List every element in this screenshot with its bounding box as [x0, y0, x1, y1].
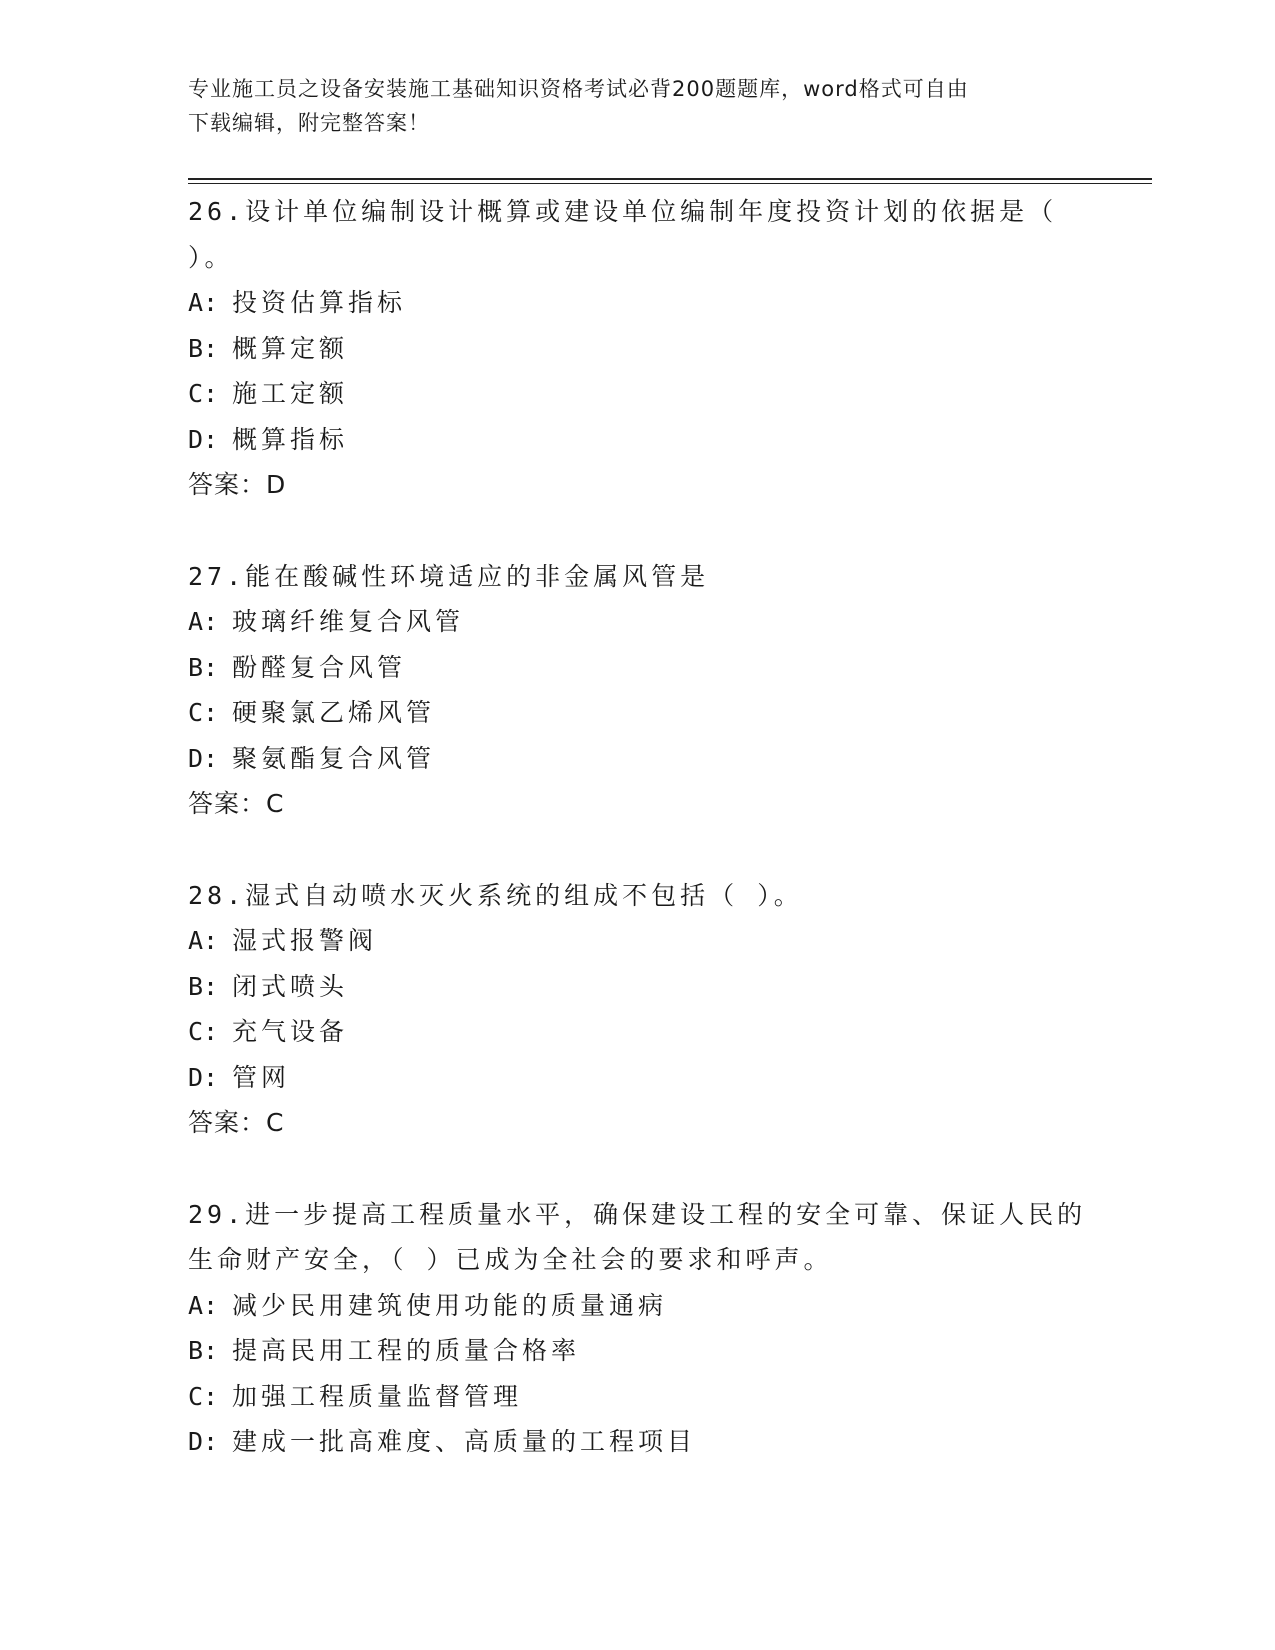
option-text: 闭式喷头 [232, 971, 349, 1001]
question-29 [188, 1192, 1088, 1465]
option-key: D: [188, 743, 219, 773]
answer-line: 答案：C [188, 789, 285, 818]
question-list [188, 189, 1088, 1511]
option-text: 概算指标 [232, 424, 349, 454]
option-d [188, 736, 1088, 782]
option-c [188, 1009, 1088, 1055]
option-b [188, 326, 1088, 372]
answer-line: 答案：C [188, 1108, 285, 1137]
option-text: 湿式报警阀 [232, 926, 378, 955]
option-text: 减少民用建筑使用功能的质量通病 [232, 1290, 668, 1320]
option-c [188, 371, 1088, 417]
option-b [188, 1328, 1088, 1374]
option-d [188, 417, 1088, 463]
question-26 [188, 189, 1088, 508]
option-key: C: [188, 379, 219, 408]
question-stem: 27.能在酸碱性环境适应的非金属风管是 [188, 561, 710, 591]
option-key: D: [188, 1062, 219, 1092]
question-28 [188, 873, 1088, 1146]
answer-line: 答案：D [188, 470, 287, 499]
option-key: B: [188, 652, 219, 682]
question-stem-cont: ）。 [188, 242, 234, 272]
question-stem-cont: 生命财产安全，（ ）已成为全社会的要求和呼声。 [188, 1245, 833, 1274]
option-d [188, 1419, 1088, 1465]
question-stem: 28.湿式自动喷水灭火系统的组成不包括（ ）。 [188, 880, 803, 910]
option-key: D: [188, 424, 219, 454]
option-text: 建成一批高难度、高质量的工程项目 [232, 1427, 697, 1456]
option-b [188, 645, 1088, 691]
option-text: 聚氨酯复合风管 [232, 743, 436, 773]
option-key: B: [188, 1336, 219, 1365]
option-text: 概算定额 [232, 333, 349, 363]
option-key: A: [188, 1290, 219, 1320]
document-header [188, 72, 1068, 140]
option-b [188, 964, 1088, 1010]
question-stem: 29.进一步提高工程质量水平，确保建设工程的安全可靠、保证人民的 [188, 1199, 1087, 1229]
question-stem: 26.设计单位编制设计概算或建设单位编制年度投资计划的依据是（ [188, 197, 1058, 226]
option-a [188, 599, 1088, 645]
option-text: 施工定额 [232, 379, 349, 408]
option-text: 硬聚氯乙烯风管 [232, 698, 436, 727]
option-key: A: [188, 288, 219, 317]
option-c [188, 690, 1088, 736]
option-a [188, 918, 1088, 964]
option-c [188, 1374, 1088, 1420]
option-key: D: [188, 1427, 219, 1456]
option-key: C: [188, 698, 219, 727]
option-key: B: [188, 333, 219, 363]
option-a [188, 1283, 1088, 1329]
header-line-1: 专业施工员之设备安装施工基础知识资格考试必背200题题库，word格式可自由 [188, 77, 969, 101]
option-key: A: [188, 607, 219, 636]
option-key: B: [188, 971, 219, 1001]
option-text: 提高民用工程的质量合格率 [232, 1336, 581, 1365]
header-line-2: 下载编辑，附完整答案！ [188, 111, 430, 135]
option-key: A: [188, 926, 219, 955]
option-text: 加强工程质量监督管理 [232, 1381, 523, 1411]
option-text: 投资估算指标 [232, 288, 407, 317]
option-a [188, 280, 1088, 326]
header-divider-thin [188, 183, 1152, 184]
option-text: 管网 [232, 1062, 291, 1092]
option-key: C: [188, 1017, 219, 1046]
option-text: 充气设备 [232, 1017, 349, 1046]
option-d [188, 1055, 1088, 1101]
question-27 [188, 554, 1088, 827]
option-key: C: [188, 1381, 219, 1411]
header-divider [188, 178, 1152, 180]
option-text: 玻璃纤维复合风管 [232, 607, 465, 636]
option-text: 酚醛复合风管 [232, 652, 407, 682]
